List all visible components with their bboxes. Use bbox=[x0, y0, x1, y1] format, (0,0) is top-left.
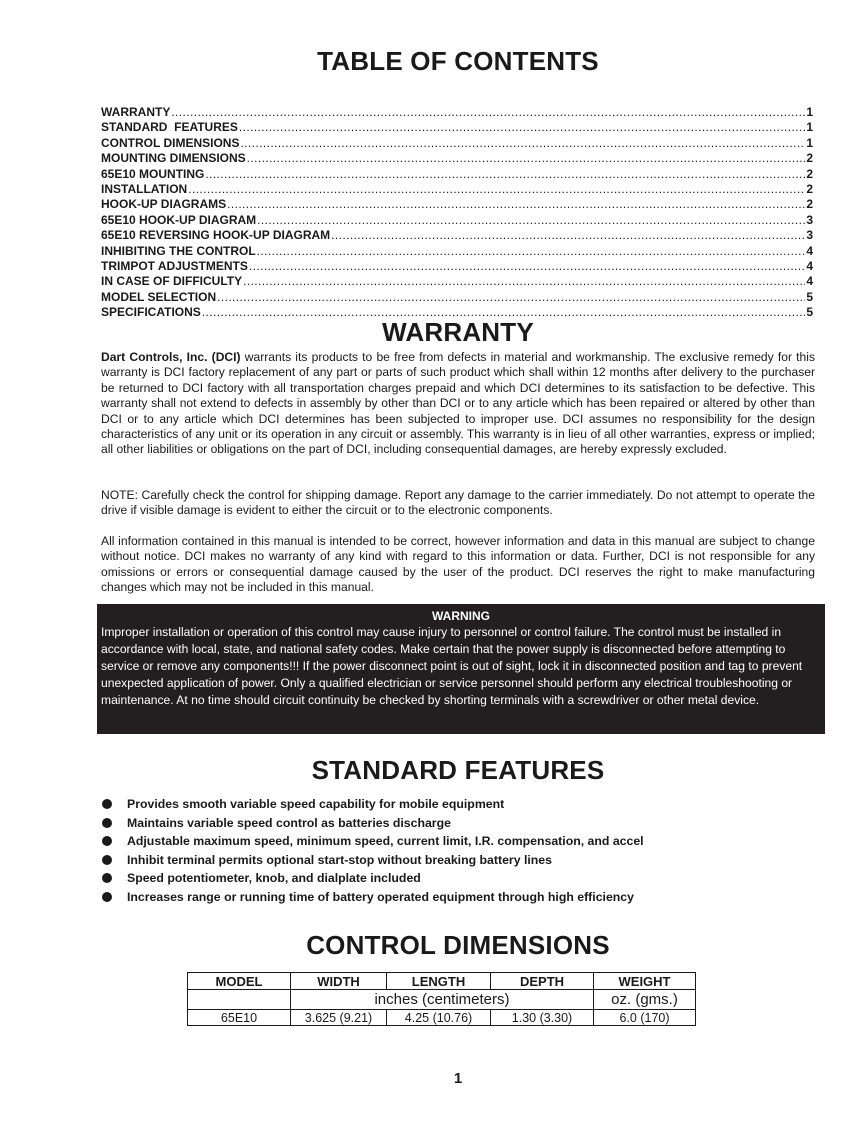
list-item bbox=[101, 795, 821, 814]
list-item bbox=[101, 869, 821, 888]
toc-entry bbox=[101, 136, 813, 151]
toc-leader-dots bbox=[188, 182, 805, 197]
toc-entry-page: 2 bbox=[806, 197, 813, 212]
toc-entry-label: 65E10 MOUNTING bbox=[101, 166, 205, 181]
toc-entry-page: 4 bbox=[806, 243, 813, 258]
toc-leader-dots bbox=[240, 136, 805, 151]
toc-entry bbox=[101, 120, 813, 135]
toc-entry-label: SPECIFICATIONS bbox=[101, 305, 201, 320]
toc-entry bbox=[101, 244, 813, 259]
toc-entry-label: TRIMPOT ADJUSTMENTS bbox=[101, 258, 248, 273]
company-name: Dart Controls, Inc. (DCI) bbox=[101, 350, 241, 364]
toc-entry-label: INHIBITING THE CONTROL bbox=[101, 243, 256, 258]
feature-text: Adjustable maximum speed, minimum speed, current limit, I.R. compensation, and accel bbox=[127, 834, 644, 848]
warning-body: Improper installation or operation of this control may cause injury to personnel or control failure. The control must be installed in accordance with local, state, and national safety codes. Make certain that the power supply is disconnected before attempting to service or remove any components!!! If the power disconnect point is out of sight, lock it in disconnected position and tag to prevent unexpected application of power. Only a qualified electrician or service personnel should perform any electrical troubleshooting or maintenance. At no time should circuit continuity be checked by shorting terminals with a screwdriver or other metal device. bbox=[101, 625, 803, 708]
toc-entry-label: CONTROL DIMENSIONS bbox=[101, 135, 240, 150]
feature-text: Inhibit terminal permits optional start-stop without breaking battery lines bbox=[127, 852, 552, 867]
toc-entry-label: HOOK-UP DIAGRAMS bbox=[101, 197, 227, 212]
bullet-icon bbox=[102, 818, 112, 828]
warning-box bbox=[97, 604, 825, 734]
note-paragraph: NOTE: Carefully check the control for shipping damage. Report any damage to the carrier immediately. Do not attempt to operate the drive if visible damage is evident to either the circuit or to the electronic components. bbox=[101, 488, 815, 518]
feature-text: Provides smooth variable speed capability for mobile equipment bbox=[127, 797, 505, 811]
toc-entry-page: 4 bbox=[806, 274, 813, 289]
toc-entry bbox=[101, 228, 813, 243]
warranty-title: WARRANTY bbox=[382, 317, 534, 347]
dimensions-header-row bbox=[188, 973, 696, 990]
toc-entry bbox=[101, 197, 813, 212]
col-header: DEPTH bbox=[491, 973, 594, 990]
toc-entry-page: 5 bbox=[806, 289, 813, 304]
toc-leader-dots bbox=[243, 274, 805, 289]
toc-entry bbox=[101, 151, 813, 166]
cell-depth: 1.30 (3.30) bbox=[491, 1010, 594, 1026]
toc-entry-label: WARRANTY bbox=[101, 105, 171, 119]
col-header: LENGTH bbox=[387, 973, 491, 990]
bullet-icon bbox=[102, 836, 112, 846]
toc-entry bbox=[101, 274, 813, 289]
toc-leader-dots bbox=[227, 197, 805, 212]
cell-length: 4.25 (10.76) bbox=[387, 1010, 491, 1026]
list-item bbox=[101, 888, 821, 907]
cell-model: 65E10 bbox=[188, 1010, 291, 1026]
bullet-icon bbox=[102, 873, 112, 883]
features-title: STANDARD FEATURES bbox=[311, 755, 605, 785]
toc-entry-page: 4 bbox=[806, 258, 813, 273]
toc-entry bbox=[101, 182, 813, 197]
toc-entry-label: 65E10 REVERSING HOOK-UP DIAGRAM bbox=[101, 228, 331, 243]
dimensions-units-row bbox=[188, 990, 696, 1010]
toc-leader-dots bbox=[257, 244, 806, 259]
toc-entry-label: 65E10 HOOK-UP DIAGRAM bbox=[101, 212, 257, 227]
units-empty-cell bbox=[188, 990, 291, 1010]
toc-entry-label: MODEL SELECTION bbox=[101, 289, 217, 304]
toc-entry-page: 1 bbox=[806, 135, 813, 150]
toc-entry-page: 2 bbox=[806, 166, 813, 181]
toc-entry-page: 3 bbox=[806, 228, 813, 243]
toc-leader-dots bbox=[257, 213, 805, 228]
bullet-icon bbox=[102, 892, 112, 902]
toc-entry-label: MOUNTING DIMENSIONS bbox=[101, 151, 246, 166]
feature-text: Speed potentiometer, knob, and dialplate included bbox=[127, 871, 421, 885]
toc-entry-page: 1 bbox=[806, 120, 813, 135]
units-weight: oz. (gms.) bbox=[594, 990, 696, 1010]
toc-entry bbox=[101, 167, 813, 182]
toc-entry-page: 5 bbox=[806, 305, 813, 320]
page-number: 1 bbox=[453, 1070, 463, 1087]
col-header: MODEL bbox=[188, 973, 291, 990]
toc-leader-dots bbox=[205, 167, 805, 182]
warranty-text: warrants its products to be free from defects in material and workmanship. The exclusive remedy for this warranty is DCI factory replacement of any part or parts of such product which shall within 12 months after delivery to the purchaser be returned to DCI factory with all transportation charges prepaid and which DCI determines to its satisfaction to be defective. This warranty shall not extend to defects in assembly by other than DCI or to any article which has been repaired or altered by other than DCI or to any article which DCI determines has been subjected to improper use. DCI assumes no responsibility for the design characteristics of any unit or its operation in any circuit or assembly. This warranty is in lieu of all other warranties, express or implied; all other liabilities or obligations on the part of DCI, including consequential damages, are hereby expressly excluded. bbox=[101, 350, 815, 457]
col-header: WEIGHT bbox=[594, 973, 696, 990]
feature-text: Increases range or running time of battery operated equipment through high efficiency bbox=[127, 889, 634, 904]
toc-leader-dots bbox=[247, 151, 806, 166]
toc-entry bbox=[101, 290, 813, 305]
toc-entry-page: 2 bbox=[806, 181, 813, 196]
toc-entry-page: 2 bbox=[806, 151, 813, 166]
table-row bbox=[188, 1010, 696, 1026]
warning-title: WARNING bbox=[432, 609, 490, 623]
units-dimensions: inches (centimeters) bbox=[291, 990, 594, 1010]
bullet-icon bbox=[102, 855, 112, 865]
cell-weight: 6.0 (170) bbox=[594, 1010, 696, 1026]
list-item bbox=[101, 814, 821, 833]
warranty-paragraph bbox=[101, 350, 815, 458]
toc-leader-dots bbox=[239, 120, 805, 135]
toc-leader-dots bbox=[249, 259, 805, 274]
list-item bbox=[101, 832, 821, 851]
toc-entry-label: INSTALLATION bbox=[101, 181, 188, 196]
toc-leader-dots bbox=[171, 105, 805, 120]
toc-entry-page: 3 bbox=[806, 212, 813, 227]
toc-entry bbox=[101, 213, 813, 228]
features-list bbox=[101, 795, 821, 906]
toc-entry-label: STANDARD FEATURES bbox=[101, 120, 238, 135]
toc-entry bbox=[101, 259, 813, 274]
col-header: WIDTH bbox=[291, 973, 387, 990]
toc-leader-dots bbox=[217, 290, 805, 305]
info-paragraph: All information contained in this manual is intended to be correct, however information and data in this manual are subject to change without notice. DCI makes no warranty of any kind with regard to this information or data. Further, DCI is not responsible for any omissions or errors or consequential damage caused by the user of the product. DCI reserves the right to make manufacturing changes which may not be included in this manual. bbox=[101, 534, 815, 595]
toc-title: TABLE OF CONTENTS bbox=[317, 46, 599, 76]
bullet-icon bbox=[102, 799, 112, 809]
feature-text: Maintains variable speed control as batteries discharge bbox=[127, 815, 451, 830]
toc-entry-label: IN CASE OF DIFFICULTY bbox=[101, 274, 243, 289]
toc-entry bbox=[101, 105, 813, 120]
toc-leader-dots bbox=[331, 228, 805, 243]
toc-entry-page: 1 bbox=[806, 105, 813, 119]
dimensions-table bbox=[187, 972, 696, 1026]
list-item bbox=[101, 851, 821, 870]
cell-width: 3.625 (9.21) bbox=[291, 1010, 387, 1026]
dimensions-title: CONTROL DIMENSIONS bbox=[306, 930, 610, 960]
table-of-contents bbox=[101, 105, 813, 320]
